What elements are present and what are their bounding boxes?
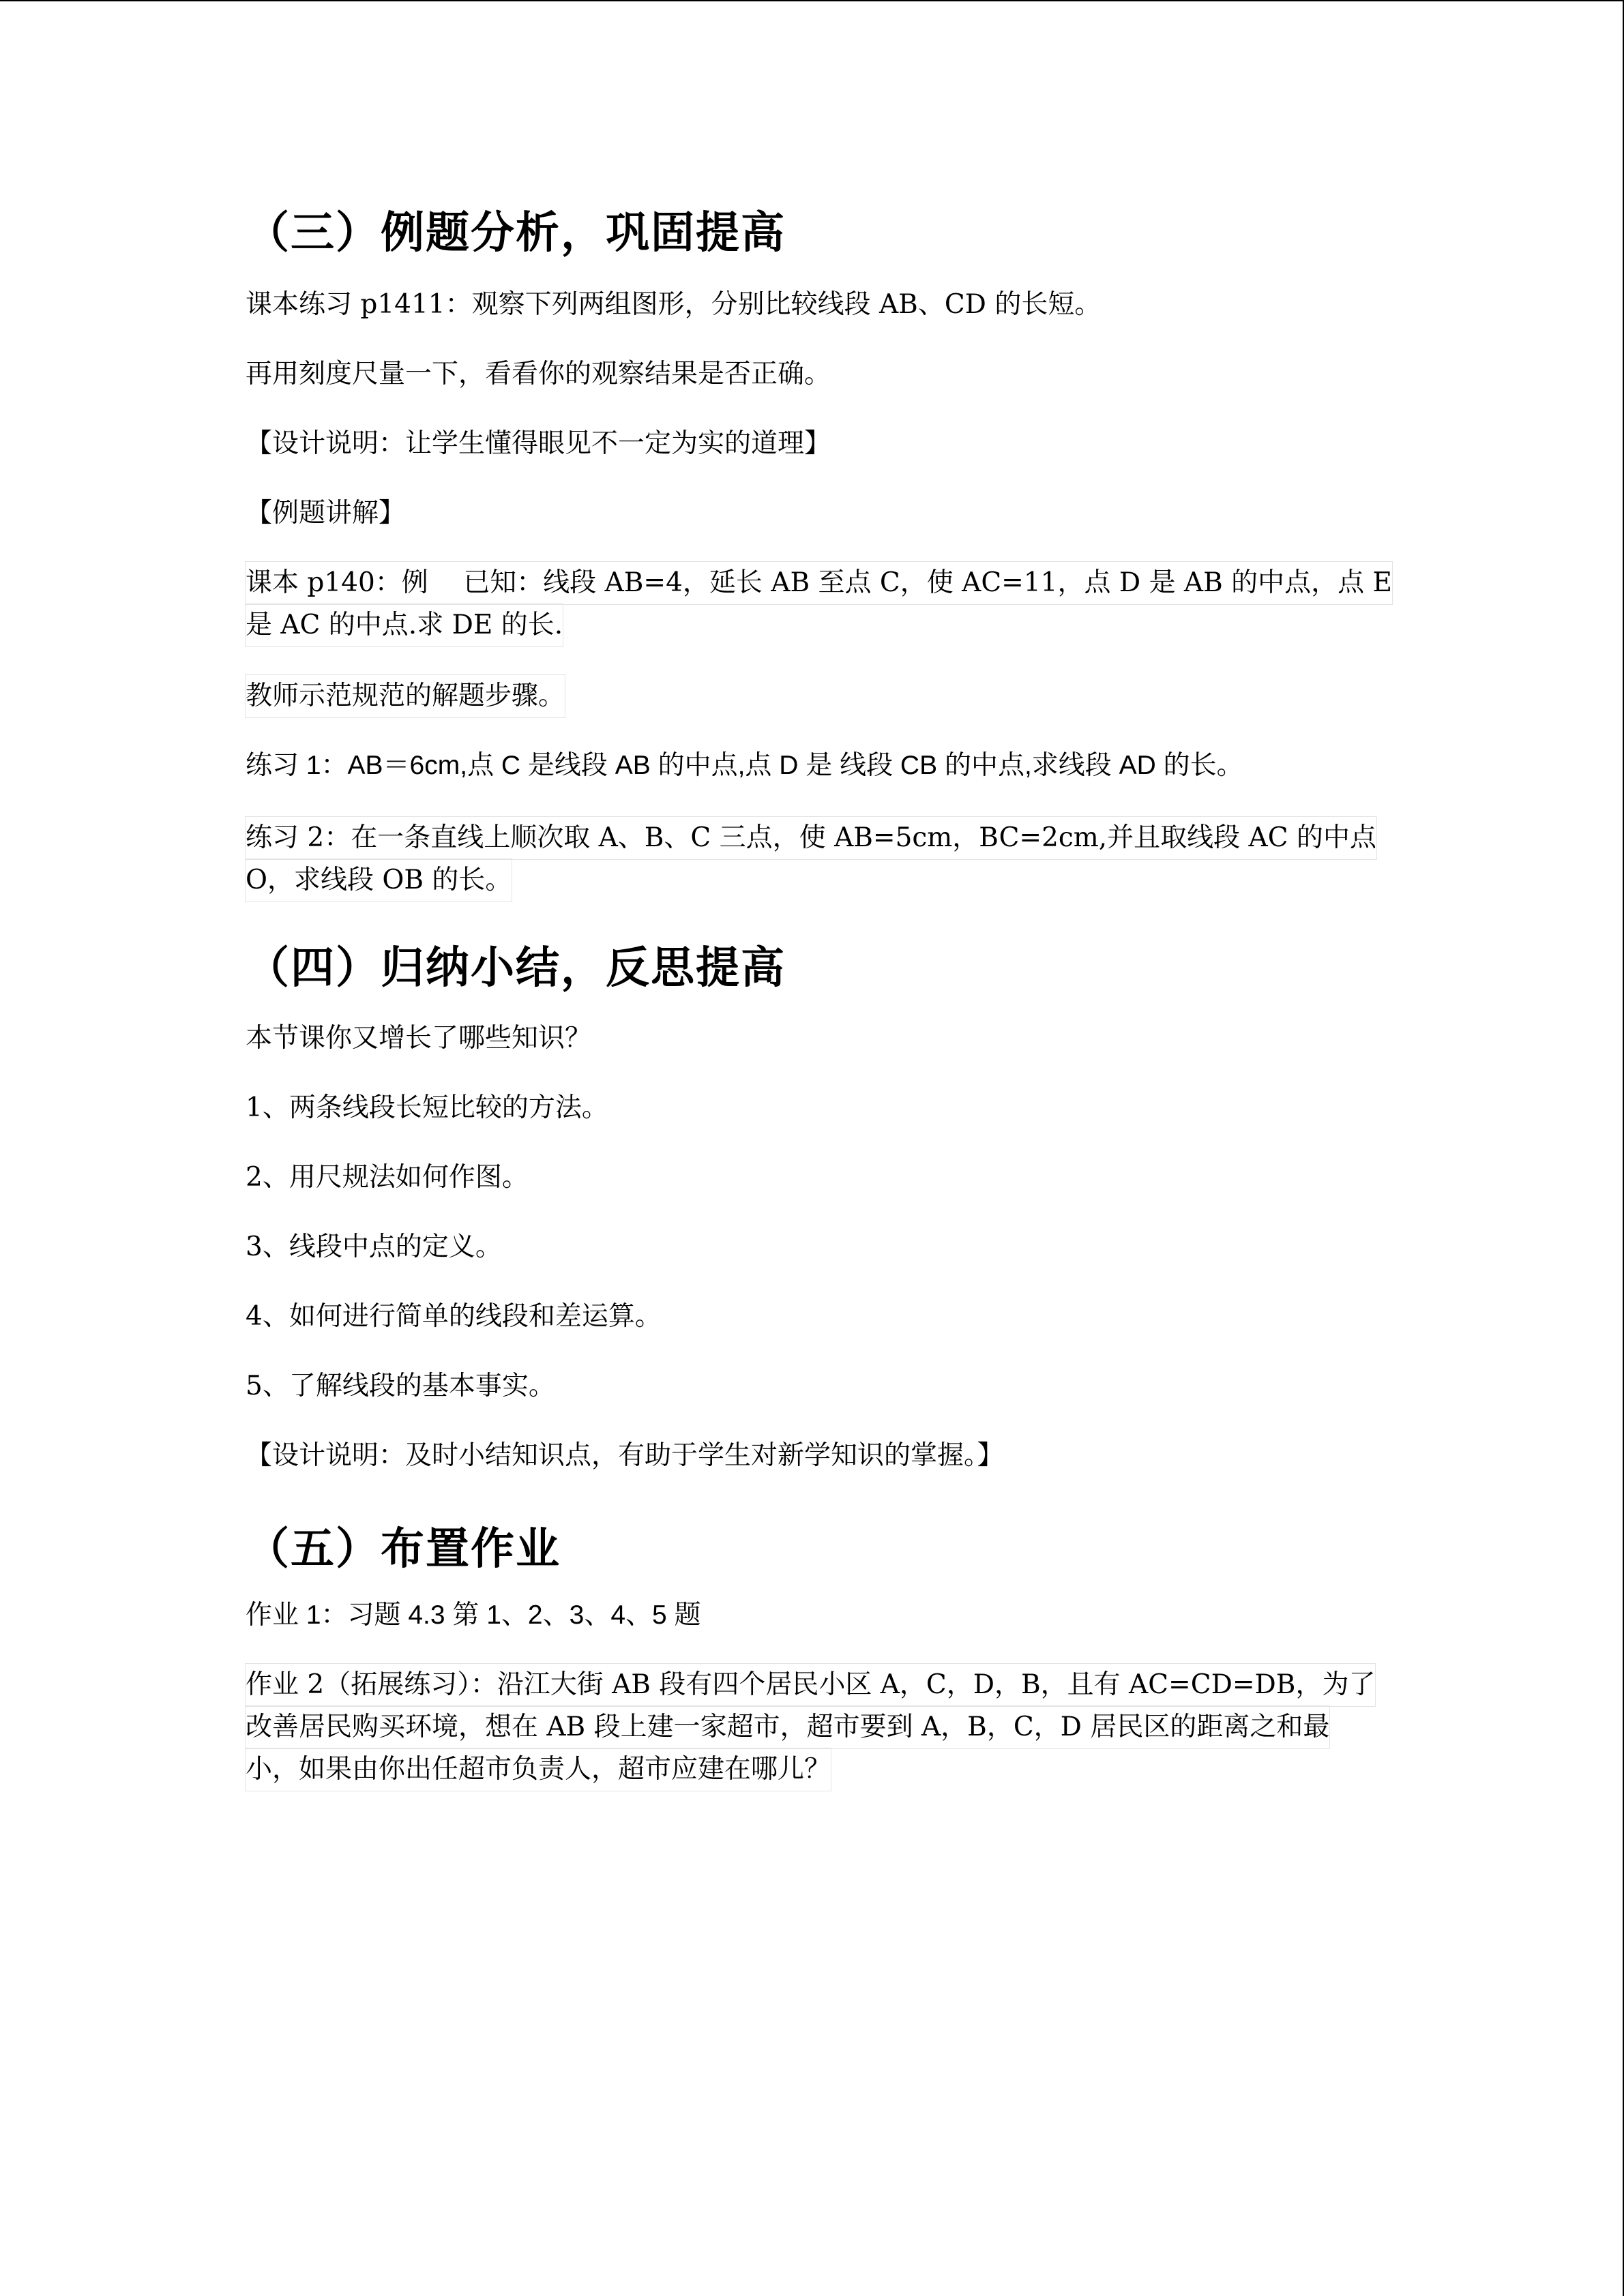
section-3-example-label: 【例题讲解】 [246,498,406,528]
exercise-2-line-1: 练习 2：在一条直线上顺次取 A、B、C 三点，使 AB=5cm，BC=2cm,并且取线段 AC 的中点 [246,817,1376,859]
homework-2 [246,1664,1375,1791]
exercise-1: 练习 1：AB＝6cm,点 C 是线段 AB 的中点,点 D 是 线段 CB 的中点,求线段 AD 的长。 [246,751,1243,780]
section-3-paragraph-2: 再用刻度尺量一下，看看你的观察结果是否正确。 [246,359,831,389]
homework-1: 作业 1：习题 4.3 第 1、2、3、4、5 题 [246,1600,701,1630]
section-4-heading: （四）归纳小结，反思提高 [246,943,786,994]
example-problem-line-2: 是 AC 的中点.求 DE 的长. [246,604,563,646]
exercise-2-line-2: O，求线段 OB 的长。 [246,859,512,901]
summary-item-5: 5、了解线段的基本事实。 [246,1371,555,1401]
section-3-heading: （三）例题分析，巩固提高 [246,208,786,258]
summary-item-3: 3、线段中点的定义。 [246,1232,502,1262]
example-problem [246,562,1392,646]
teacher-demo-text [246,675,565,717]
summary-item-1: 1、两条线段长短比较的方法。 [246,1092,608,1123]
section-3-design-note: 【设计说明：让学生懂得眼见不一定为实的道理】 [246,428,831,459]
section-5-heading: （五）布置作业 [246,1524,561,1575]
teacher-demo-line: 教师示范规范的解题步骤。 [246,675,565,717]
summary-item-2: 2、用尺规法如何作图。 [246,1162,529,1193]
summary-item-4: 4、如何进行简单的线段和差运算。 [246,1301,662,1332]
homework-2-line-3: 小，如果由你出任超市负责人，超市应建在哪儿？ [246,1748,831,1791]
homework-2-line-1: 作业 2（拓展练习）：沿江大街 AB 段有四个居民小区 A，C，D，B，且有 AC=CD=DB，为了 [246,1664,1375,1706]
section-4-intro: 本节课你又增长了哪些知识？ [246,1023,592,1054]
section-3-paragraph-1: 课本练习 p1411：观察下列两组图形，分别比较线段 AB、CD 的长短。 [246,289,1102,320]
homework-2-line-2: 改善居民购买环境，想在 AB 段上建一家超市，超市要到 A，B，C，D 居民区的距离之和最 [246,1706,1329,1748]
section-4-design-note: 【设计说明：及时小结知识点，有助于学生对新学知识的掌握。】 [246,1440,1004,1471]
example-problem-line-1: 课本 p140：例 已知：线段 AB=4，延长 AB 至点 C，使 AC=11，点 D 是 AB 的中点，点 E [246,562,1392,604]
exercise-2 [246,817,1376,901]
